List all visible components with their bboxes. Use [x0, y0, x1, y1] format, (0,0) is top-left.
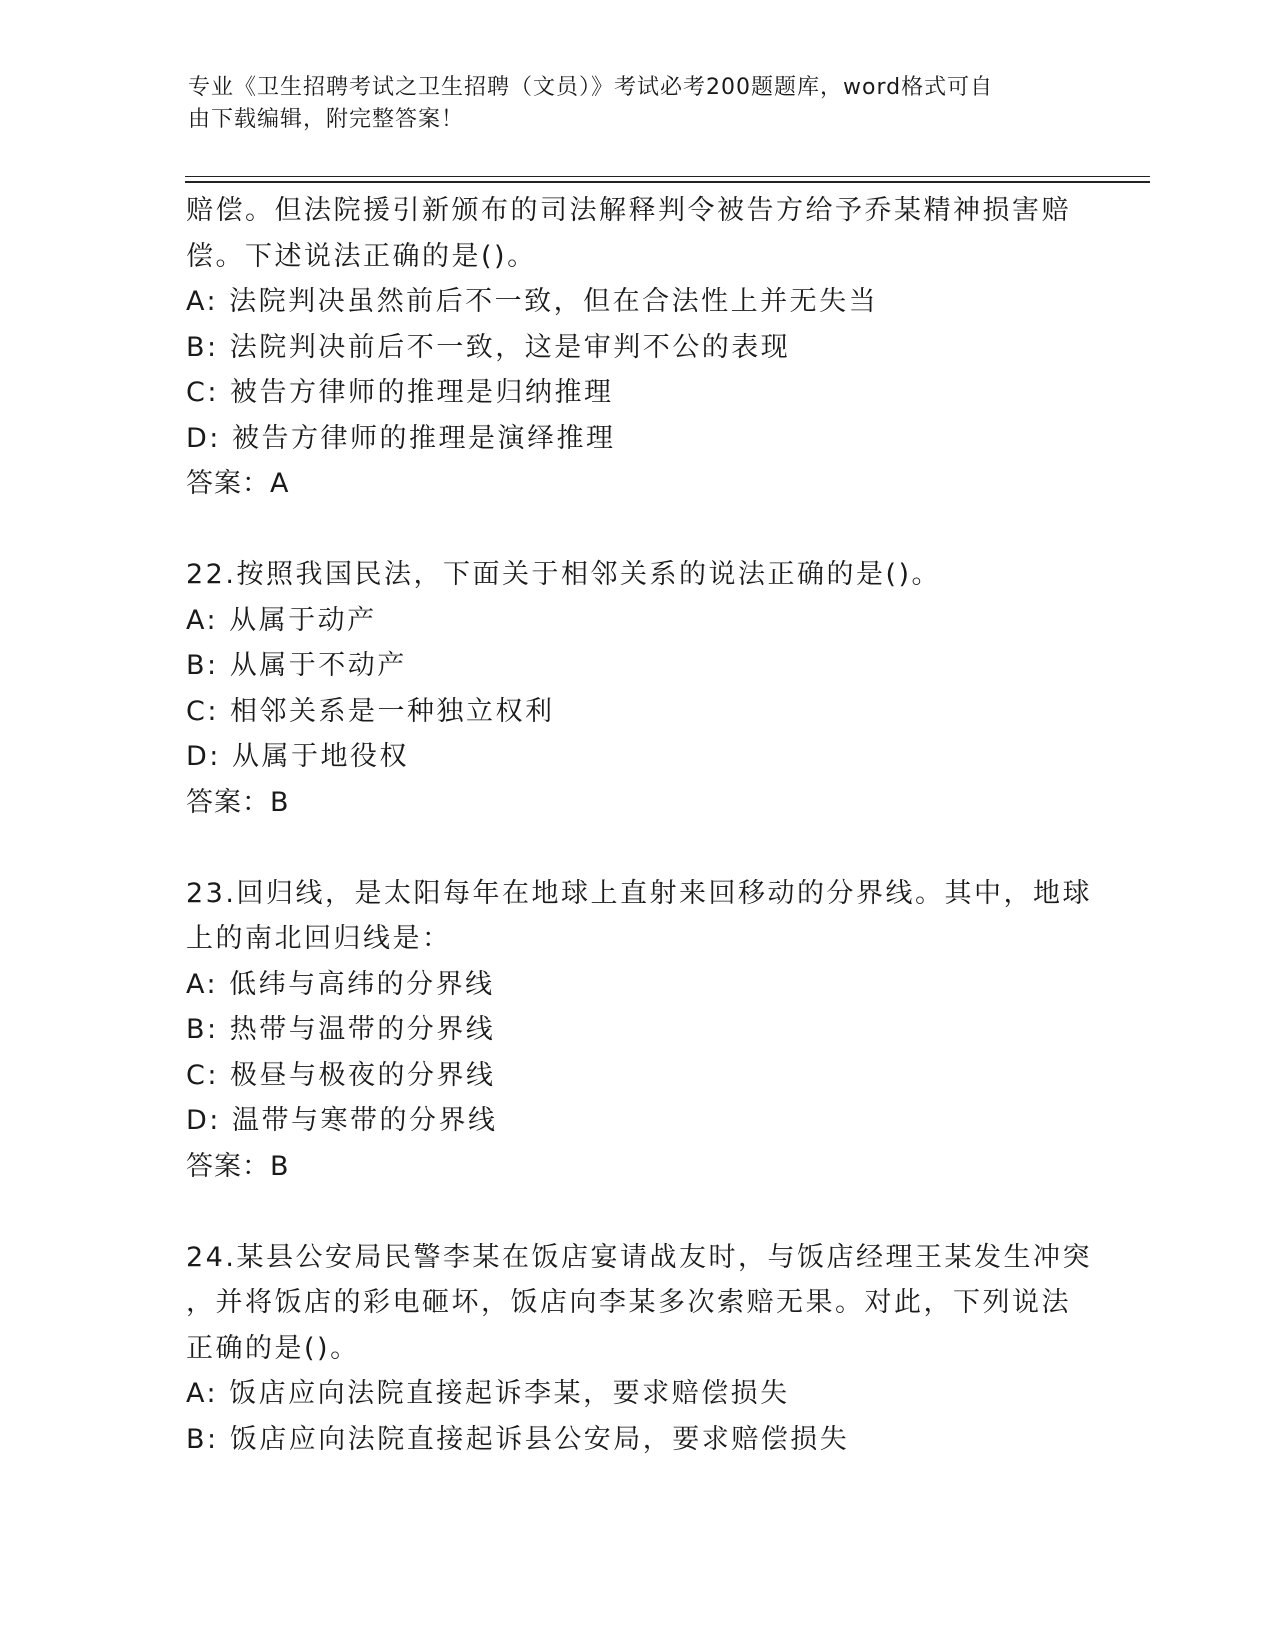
spacer [186, 1189, 1086, 1235]
spacer [186, 825, 1086, 871]
question-content [186, 188, 1092, 1462]
option-d: D: 被告方律师的推理是演绎推理 [186, 422, 616, 454]
answer-line: 答案：B [186, 786, 290, 818]
question-21 [186, 188, 1086, 507]
page-header [188, 72, 1068, 136]
answer-line: 答案：B [186, 1150, 290, 1182]
question-stem-line: 上的南北回归线是： [186, 923, 452, 954]
option-b: B: 从属于不动产 [186, 650, 407, 681]
question-stem-line: 23.回归线，是太阳每年在地球上直射来回移动的分界线。其中，地球 [186, 877, 1092, 909]
question-stem-line: 赔偿。但法院援引新颁布的司法解释判令被告方给予乔某精神损害赔 [186, 195, 1071, 226]
header-line-2: 由下载编辑，附完整答案！ [188, 107, 465, 132]
question-23 [186, 871, 1092, 1190]
option-c: C: 极昼与极夜的分界线 [186, 1059, 496, 1091]
option-a: A: 饭店应向法院直接起诉李某，要求赔偿损失 [186, 1378, 790, 1409]
header-rule-thick [185, 181, 1150, 183]
question-24 [186, 1235, 1092, 1463]
question-stem-line: 22.按照我国民法，下面关于相邻关系的说法正确的是()。 [186, 559, 942, 590]
option-c: C: 被告方律师的推理是归纳推理 [186, 377, 614, 408]
option-d: D: 温带与寒带的分界线 [186, 1105, 498, 1136]
option-a: A: 法院判决虽然前后不一致，但在合法性上并无失当 [186, 286, 879, 317]
option-b: B: 饭店应向法院直接起诉县公安局，要求赔偿损失 [186, 1423, 850, 1455]
question-22 [186, 552, 1086, 825]
question-stem-line: 正确的是()。 [186, 1332, 360, 1364]
header-line-1: 专业《卫生招聘考试之卫生招聘（文员）》考试必考200题题库，word格式可自 [188, 75, 994, 100]
option-d: D: 从属于地役权 [186, 741, 409, 772]
spacer [186, 507, 1086, 553]
question-stem-line: 偿。下述说法正确的是()。 [186, 240, 537, 272]
option-b: B: 法院判决前后不一致，这是审判不公的表现 [186, 331, 791, 363]
question-stem-line: 24.某县公安局民警李某在饭店宴请战友时，与饭店经理王某发生冲突 [186, 1241, 1092, 1273]
question-stem-line: ，并将饭店的彩电砸坏，饭店向李某多次索赔无果。对此，下列说法 [186, 1287, 1071, 1318]
option-c: C: 相邻关系是一种独立权利 [186, 695, 555, 727]
option-a: A: 从属于动产 [186, 604, 377, 636]
header-rule-thin [185, 176, 1150, 177]
answer-line: 答案：A [186, 468, 290, 499]
option-a: A: 低纬与高纬的分界线 [186, 968, 495, 1000]
option-b: B: 热带与温带的分界线 [186, 1014, 496, 1045]
